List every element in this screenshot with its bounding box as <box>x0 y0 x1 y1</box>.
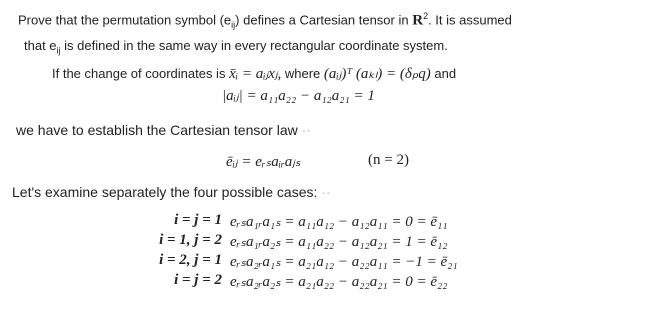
case-row <box>140 232 620 252</box>
trailing-dots: ·· <box>301 122 311 138</box>
real-space-exponent: 2 <box>423 11 429 21</box>
intro-text-a: Prove that the permutation symbol (e <box>18 12 232 28</box>
coord-change-equation: x̄ᵢ = aᵢⱼxⱼ, <box>229 66 282 82</box>
case-row <box>140 212 620 232</box>
dimension-note: (n = 2) <box>368 152 409 168</box>
intro-text-c: . It is assumed <box>428 12 512 28</box>
trailing-dots-2: ·· <box>321 184 331 200</box>
case-row <box>140 272 620 292</box>
line2-text-b: is defined in the same way in every rectangular coordinate system. <box>60 38 448 53</box>
case-condition: i = j = 2 <box>174 272 222 288</box>
real-space-symbol: R <box>412 12 424 29</box>
intro-line-2 <box>24 38 448 56</box>
tensor-law-intro <box>16 122 311 138</box>
case-equation: eᵣₛa₁ᵣa₂ₛ = a₁₁a₂₂ − a₁₂a₂₁ = 1 = ē₁₂ <box>230 234 448 250</box>
line2-subscript: ij <box>56 45 61 56</box>
tensor-law-equation: ēᵢⱼ = eᵣₛaᵢᵣaⱼₛ <box>226 154 301 170</box>
coordinate-change-line <box>52 64 456 83</box>
orthogonality-equation: (aᵢⱼ)ᵀ (aₖₗ) = (δₚq) <box>323 66 431 82</box>
case-equation: eᵣₛa₁ᵣa₁ₛ = a₁₁a₁₂ − a₁₂a₁₁ = 0 = ē₁₁ <box>230 214 448 230</box>
case-equation: eᵣₛa₂ᵣa₂ₛ = a₂₁a₂₂ − a₂₂a₂₁ = 0 = ē₂₂ <box>230 274 448 290</box>
tensor-law-text: we have to establish the Cartesian tensor law <box>16 122 298 138</box>
case-row <box>140 252 620 272</box>
intro-subscript: ij <box>231 19 236 30</box>
case-condition: i = 1, j = 2 <box>159 232 222 248</box>
case-condition: i = 2, j = 1 <box>159 252 222 268</box>
cases-intro <box>12 184 331 200</box>
cases-intro-text: Let's examine separately the four possible cases: <box>12 184 318 200</box>
case-condition: i = j = 1 <box>174 212 222 228</box>
determinant-equation: |aᵢⱼ| = a₁₁a₂₂ − a₁₂a₂₁ = 1 <box>222 88 375 104</box>
coord-change-label: If the change of coordinates is <box>52 66 230 81</box>
where-label: where <box>281 66 324 81</box>
cases-block <box>140 212 620 292</box>
line2-text-a: that e <box>24 38 57 53</box>
intro-line-1 <box>18 11 512 30</box>
intro-text-b: ) defines a Cartesian tensor in <box>235 12 413 28</box>
case-equation: eᵣₛa₂ᵣa₁ₛ = a₂₁a₁₂ − a₂₂a₁₁ = −1 = ē₂₁ <box>230 254 458 270</box>
and-label: and <box>430 66 457 81</box>
